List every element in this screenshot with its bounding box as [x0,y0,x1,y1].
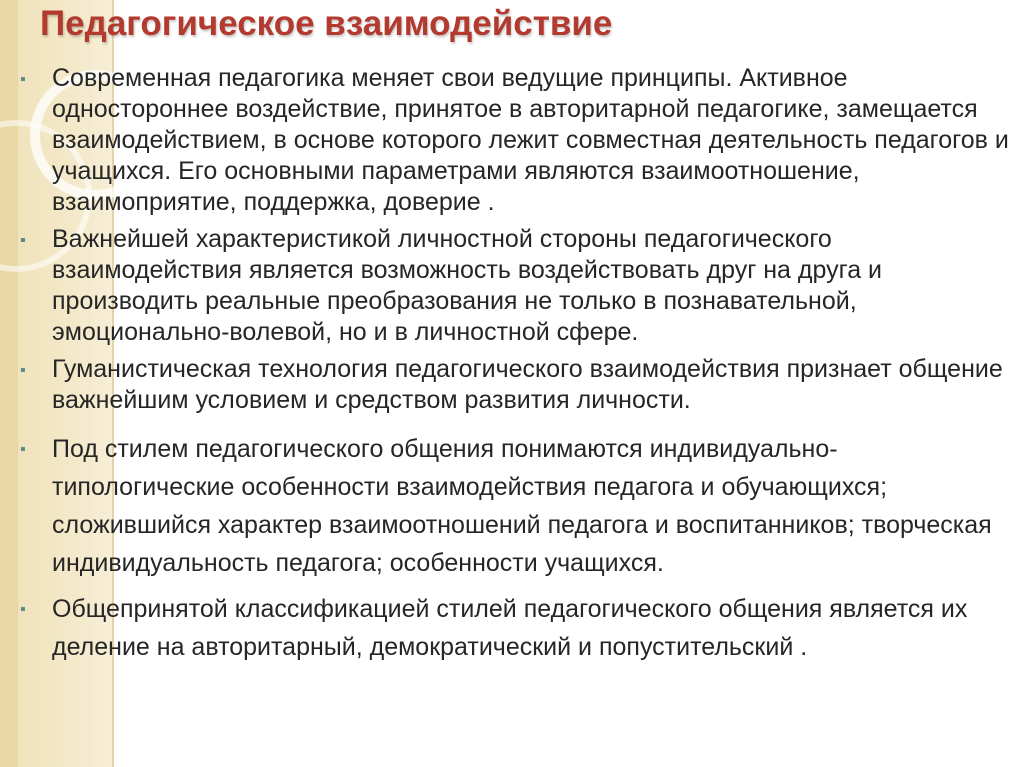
bullet-text: Современная педагогика меняет свои ведущие принципы. Активное одностороннее воздействие, принятое в авторитарной педагогике, замещается взаимодействием, в основе которого лежит совместная деятельность педагогов и учащихся. Его основными параметрами являются взаимоотношение, взаимоприятие, поддержка, доверие . [52,64,1009,216]
square-bullet-icon: ▪ [20,71,26,88]
bullet-text: Важнейшей характеристикой личностной стороны педагогического взаимодействия является возможность воздействовать друг на друга и производить реальные преобразования не только в познавательной, эмоционально-волевой, но и в личностной сфере. [52,225,883,346]
square-bullet-icon: ▪ [20,232,26,249]
square-bullet-icon: ▪ [20,362,26,379]
bullet-list [20,60,1016,674]
square-bullet-icon: ▪ [20,441,26,458]
square-bullet-icon: ▪ [20,601,26,618]
list-item [20,224,1016,348]
bullet-text: Под стилем педагогического общения понимаются индивидуально-типологические особенности взаимодействия педагога и обучающихся; сложившийся характер взаимоотношений педагога и воспитанников; творческая индивидуальность педагога; особенности учащихся. [52,435,992,577]
list-item [20,430,1016,582]
list-item [20,590,1016,666]
slide-title: Педагогическое взаимодействие [40,4,613,43]
list-item [20,354,1016,416]
list-item [20,63,1016,218]
bullet-text: Гуманистическая технология педагогического взаимодействия признает общение важнейшим условием и средством развития личности. [52,355,1003,414]
decorative-band-stripe [0,0,18,767]
bullet-text: Общепринятой классификацией стилей педагогического общения является их деление на авторитарный, демократический и попустительский . [52,595,968,661]
